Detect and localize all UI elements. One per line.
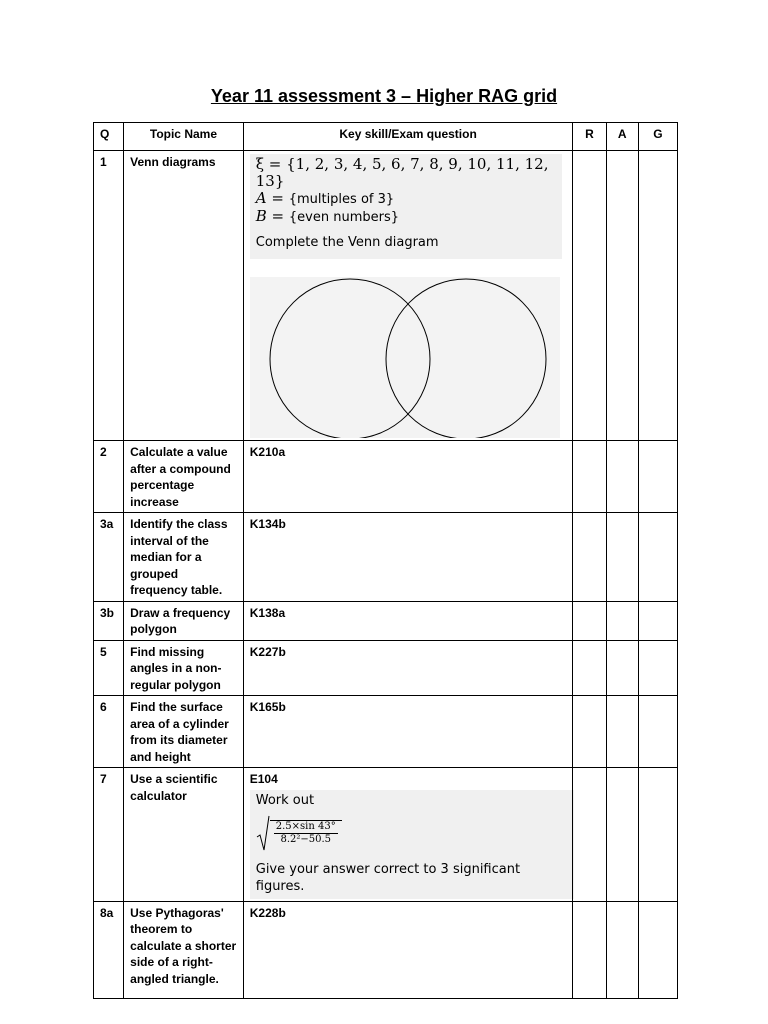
rag-r-cell[interactable] bbox=[573, 901, 606, 998]
header-row bbox=[94, 123, 678, 151]
key-skill-cell bbox=[243, 768, 573, 902]
set-a-label: A = bbox=[255, 189, 289, 207]
question-number: 3a bbox=[94, 513, 124, 602]
header-q: Q bbox=[94, 123, 124, 151]
table-row bbox=[94, 151, 678, 441]
question-number: 1 bbox=[94, 151, 124, 441]
venn-sets-panel bbox=[250, 154, 562, 259]
topic-name: Calculate a value after a compound percentage increase bbox=[124, 441, 244, 513]
key-skill-code: K138a bbox=[243, 601, 573, 640]
rag-g-cell[interactable] bbox=[638, 901, 677, 998]
set-a-definition: {multiples of 3} bbox=[288, 192, 395, 207]
rag-r-cell[interactable] bbox=[573, 151, 606, 441]
set-b-label: B = bbox=[255, 207, 289, 225]
work-out-label: Work out bbox=[255, 792, 315, 808]
rag-r-cell[interactable] bbox=[573, 768, 606, 902]
rag-g-cell[interactable] bbox=[638, 441, 677, 513]
venn-diagram-svg bbox=[250, 277, 560, 438]
rag-a-cell[interactable] bbox=[606, 601, 638, 640]
question-number: 8a bbox=[94, 901, 124, 998]
fraction-numerator: 2.5×sin 43° bbox=[275, 820, 336, 832]
question-number: 5 bbox=[94, 640, 124, 696]
table-row bbox=[94, 640, 678, 696]
key-skill-code: K134b bbox=[243, 513, 573, 602]
venn-circle-b bbox=[386, 279, 546, 438]
key-skill-code: K227b bbox=[243, 640, 573, 696]
question-number: 6 bbox=[94, 696, 124, 768]
square-root-icon bbox=[256, 815, 270, 851]
header-key-skill: Key skill/Exam question bbox=[243, 123, 573, 151]
rag-r-cell[interactable] bbox=[573, 640, 606, 696]
key-skill-code: E104 bbox=[249, 772, 278, 786]
calculator-instruction: Give your answer correct to 3 significant figures. bbox=[255, 861, 521, 894]
fraction-denominator: 8.2²−50.5 bbox=[280, 833, 332, 845]
rag-r-cell[interactable] bbox=[573, 696, 606, 768]
key-skill-code: K210a bbox=[243, 441, 573, 513]
rag-a-cell[interactable] bbox=[606, 513, 638, 602]
rag-g-cell[interactable] bbox=[638, 696, 677, 768]
calculator-question-panel bbox=[250, 790, 574, 899]
rag-r-cell[interactable] bbox=[573, 441, 606, 513]
rag-a-cell[interactable] bbox=[606, 901, 638, 998]
venn-instruction: Complete the Venn diagram bbox=[255, 235, 439, 250]
universal-set: ξ = {1, 2, 3, 4, 5, 6, 7, 8, 9, 10, 11, 12, 13} bbox=[255, 155, 549, 190]
rag-a-cell[interactable] bbox=[606, 696, 638, 768]
header-a: A bbox=[606, 123, 638, 151]
set-a bbox=[256, 190, 556, 208]
topic-name: Venn diagrams bbox=[124, 151, 244, 441]
header-topic: Topic Name bbox=[124, 123, 244, 151]
topic-name: Use a scientific calculator bbox=[124, 768, 244, 902]
page-title: Year 11 assessment 3 – Higher RAG grid bbox=[210, 86, 558, 106]
rag-g-cell[interactable] bbox=[638, 151, 677, 441]
key-skill-code: K165b bbox=[243, 696, 573, 768]
rag-g-cell[interactable] bbox=[638, 640, 677, 696]
topic-name: Find the surface area of a cylinder from its diameter and height bbox=[124, 696, 244, 768]
question-number: 3b bbox=[94, 601, 124, 640]
set-b-definition: {even numbers} bbox=[288, 210, 400, 225]
rag-r-cell[interactable] bbox=[573, 513, 606, 602]
topic-name: Identify the class interval of the median for a grouped frequency table. bbox=[124, 513, 244, 602]
rag-a-cell[interactable] bbox=[606, 151, 638, 441]
header-g: G bbox=[638, 123, 677, 151]
topic-name: Find missing angles in a non-regular polygon bbox=[124, 640, 244, 696]
header-r: R bbox=[573, 123, 606, 151]
key-skill-cell bbox=[243, 151, 573, 441]
rag-g-cell[interactable] bbox=[638, 768, 677, 902]
rag-a-cell[interactable] bbox=[606, 768, 638, 902]
venn-diagram bbox=[250, 277, 560, 438]
table-row bbox=[94, 768, 678, 902]
key-skill-code: K228b bbox=[243, 901, 573, 998]
rag-r-cell[interactable] bbox=[573, 601, 606, 640]
calculation-expression bbox=[256, 815, 568, 851]
table-row bbox=[94, 601, 678, 640]
table-row bbox=[94, 441, 678, 513]
radicand bbox=[270, 820, 342, 846]
fraction bbox=[270, 821, 342, 846]
rag-g-cell[interactable] bbox=[638, 513, 677, 602]
set-b bbox=[256, 208, 556, 226]
rag-grid-table bbox=[93, 122, 678, 999]
rag-a-cell[interactable] bbox=[606, 640, 638, 696]
question-number: 2 bbox=[94, 441, 124, 513]
rag-a-cell[interactable] bbox=[606, 441, 638, 513]
table-row bbox=[94, 513, 678, 602]
table-row bbox=[94, 901, 678, 998]
topic-name: Draw a frequency polygon bbox=[124, 601, 244, 640]
table-row bbox=[94, 696, 678, 768]
venn-circle-a bbox=[270, 279, 430, 438]
rag-g-cell[interactable] bbox=[638, 601, 677, 640]
topic-name: Use Pythagoras' theorem to calculate a shorter side of a right-angled triangle. bbox=[124, 901, 244, 998]
question-number: 7 bbox=[94, 768, 124, 902]
